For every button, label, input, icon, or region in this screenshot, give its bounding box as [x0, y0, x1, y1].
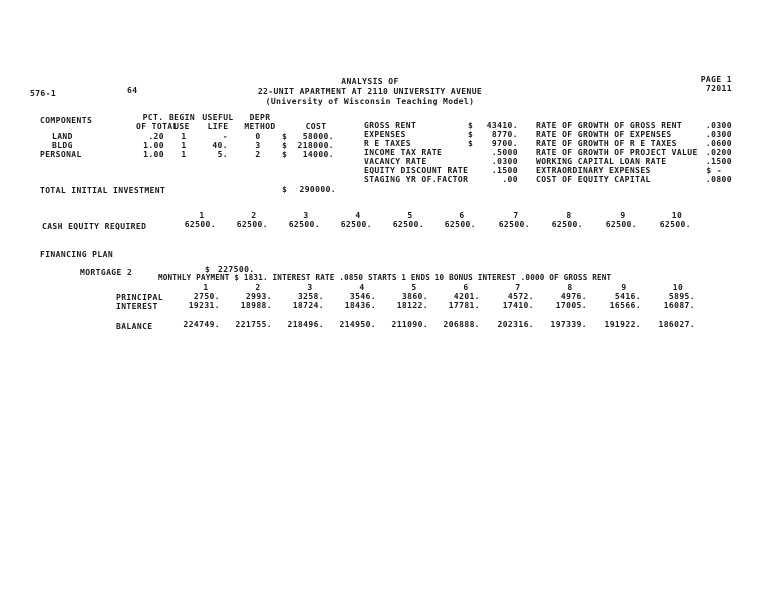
depr-header: DEPR [249, 113, 271, 122]
rate-label: RATE OF GROWTH OF GROSS RENT [536, 121, 683, 130]
rate-label: RATE OF GROWTH OF EXPENSES [536, 130, 672, 139]
currency-sign: $ [282, 132, 288, 141]
component-name: PERSONAL [40, 150, 82, 159]
interest-value: 16566. [609, 301, 641, 310]
currency-sign: $ [205, 265, 211, 274]
year-label: 1 [199, 211, 205, 220]
year-label: 6 [463, 283, 469, 292]
life-header: USEFUL [202, 113, 234, 122]
param-label: INCOME TAX RATE [364, 148, 443, 157]
report-source: (University of Wisconsin Teaching Model) [265, 97, 475, 106]
principal-value: 2993. [245, 292, 272, 301]
param-label: VACANCY RATE [364, 157, 427, 166]
cash-equity-value: 62500. [236, 220, 268, 229]
rate-label: COST OF EQUITY CAPITAL [536, 175, 651, 184]
component-method: 2 [255, 150, 261, 159]
component-begin: 1 [181, 141, 187, 150]
currency-sign: $ [282, 150, 288, 159]
financing-plan-title: FINANCING PLAN [40, 250, 114, 259]
interest-value: 18122. [396, 301, 428, 310]
report-subtitle: 22-UNIT APARTMENT AT 2110 UNIVERSITY AVENUE [257, 87, 483, 96]
component-life: 40. [212, 141, 228, 150]
balance-value: 206888. [443, 320, 480, 329]
rate-value: .0300 [705, 130, 732, 139]
currency-sign: $ [468, 139, 474, 148]
component-name: BLDG [52, 141, 73, 150]
year-label: 9 [621, 283, 627, 292]
balance-value: 218496. [287, 320, 324, 329]
rate-label: EXTRAORDINARY EXPENSES [536, 166, 651, 175]
year-label: 10 [672, 283, 684, 292]
year-label: 4 [355, 211, 361, 220]
component-cost: 14000. [302, 150, 334, 159]
year-label: 7 [515, 283, 521, 292]
component-begin: 1 [181, 150, 187, 159]
balance-value: 221755. [235, 320, 272, 329]
principal-value: 3546. [349, 292, 376, 301]
year-label: 8 [566, 211, 572, 220]
year-label: 7 [513, 211, 519, 220]
currency-sign: $ [468, 121, 474, 130]
interest-value: 17781. [448, 301, 480, 310]
balance-value: 202316. [497, 320, 534, 329]
component-pct: 1.00 [143, 150, 164, 159]
mortgage-label: MORTGAGE 2 [80, 268, 133, 277]
year-label: 5 [411, 283, 417, 292]
principal-value: 5416. [614, 292, 641, 301]
balance-value: 211090. [391, 320, 428, 329]
component-method: 0 [255, 132, 261, 141]
rate-value: .0800 [705, 175, 732, 184]
param-value: 9700. [491, 139, 518, 148]
year-label: 6 [459, 211, 465, 220]
component-life: 5. [217, 150, 228, 159]
param-value: .00 [502, 175, 518, 184]
param-label: STAGING YR OF.FACTOR [364, 175, 469, 184]
components-header: COMPONENTS [40, 116, 93, 125]
cost-header: COST [305, 122, 327, 131]
param-label: GROSS RENT [364, 121, 417, 130]
cash-equity-value: 62500. [392, 220, 424, 229]
interest-value: 18988. [240, 301, 272, 310]
year-label: 2 [255, 283, 261, 292]
interest-value: 18724. [292, 301, 324, 310]
component-method: 3 [255, 141, 261, 150]
year-label: 1 [203, 283, 209, 292]
principal-value: 4572. [507, 292, 534, 301]
param-value: .1500 [491, 166, 518, 175]
balance-value: 224749. [183, 320, 220, 329]
pct-header-2: OF TOTAL [136, 122, 178, 131]
interest-label: INTEREST [116, 302, 158, 311]
param-label: EXPENSES [364, 130, 406, 139]
rate-value: .0200 [705, 148, 732, 157]
component-begin: 1 [181, 132, 187, 141]
rate-label: RATE OF GROWTH OF PROJECT VALUE [536, 148, 698, 157]
principal-value: 4976. [560, 292, 587, 301]
year-label: 3 [303, 211, 309, 220]
cash-equity-value: 62500. [288, 220, 320, 229]
principal-value: 5895. [668, 292, 695, 301]
year-label: 4 [359, 283, 365, 292]
total-investment-value: 290000. [299, 185, 336, 194]
mortgage-terms: MONTHLY PAYMENT $ 1831. INTEREST RATE .0850 STARTS 1 ENDS 10 BONUS INTEREST .0000 OF GROSS RENT [158, 273, 612, 282]
mortgage-amount: 227500. [218, 265, 255, 274]
cash-equity-value: 62500. [551, 220, 583, 229]
life-header-2: LIFE [207, 122, 229, 131]
total-investment-label: TOTAL INITIAL INVESTMENT [40, 186, 166, 195]
rate-value: .1500 [705, 157, 732, 166]
principal-value: 4201. [453, 292, 480, 301]
interest-value: 17005. [555, 301, 587, 310]
interest-value: 18436. [344, 301, 376, 310]
interest-value: 16087. [663, 301, 695, 310]
year-label: 2 [251, 211, 257, 220]
component-cost: 218000. [297, 141, 334, 150]
cash-equity-value: 62500. [444, 220, 476, 229]
principal-value: 2750. [193, 292, 220, 301]
cash-equity-value: 62500. [184, 220, 216, 229]
component-name: LAND [52, 132, 73, 141]
principal-label: PRINCIPAL [116, 293, 163, 302]
rate-value: .0600 [705, 139, 732, 148]
year-label: 8 [567, 283, 573, 292]
param-value: .0300 [491, 157, 518, 166]
interest-value: 19231. [188, 301, 220, 310]
param-value: 8770. [491, 130, 518, 139]
currency-sign: $ [468, 130, 474, 139]
depr-header-2: METHOD [244, 122, 276, 131]
param-label: EQUITY DISCOUNT RATE [364, 166, 469, 175]
report-code: 576-1 [30, 89, 57, 98]
balance-value: 214950. [339, 320, 376, 329]
component-cost: 58000. [302, 132, 334, 141]
cash-equity-value: 62500. [498, 220, 530, 229]
year-label: 5 [407, 211, 413, 220]
component-pct: 1.00 [143, 141, 164, 150]
component-pct: .20 [148, 132, 164, 141]
currency-sign: $ [282, 185, 288, 194]
page-label: PAGE 1 [700, 75, 732, 84]
param-value: .5000 [491, 148, 518, 157]
cash-equity-label: CASH EQUITY REQUIRED [42, 222, 147, 231]
balance-value: 197339. [550, 320, 587, 329]
year-label: 3 [307, 283, 313, 292]
begin-header: BEGIN [168, 113, 196, 122]
cash-equity-value: 62500. [605, 220, 637, 229]
page-code: 72011 [705, 84, 732, 93]
rate-value: .0300 [705, 121, 732, 130]
param-label: R E TAXES [364, 139, 411, 148]
balance-label: BALANCE [116, 322, 153, 331]
principal-value: 3258. [297, 292, 324, 301]
year-label: 9 [620, 211, 626, 220]
balance-value: 186027. [658, 320, 695, 329]
rate-label: WORKING CAPITAL LOAN RATE [536, 157, 667, 166]
cash-equity-value: 62500. [340, 220, 372, 229]
report-title: ANALYSIS OF [341, 77, 399, 86]
rate-value: $ - [706, 166, 722, 175]
principal-value: 3860. [401, 292, 428, 301]
interest-value: 17410. [502, 301, 534, 310]
pct-header: PCT. [142, 113, 164, 122]
begin-header-2: USE [174, 122, 190, 131]
report-number: 64 [127, 86, 138, 95]
component-life: - [222, 132, 228, 141]
currency-sign: $ [282, 141, 288, 150]
rate-label: RATE OF GROWTH OF R E TAXES [536, 139, 677, 148]
cash-equity-value: 62500. [659, 220, 691, 229]
year-label: 10 [671, 211, 683, 220]
balance-value: 191922. [604, 320, 641, 329]
param-value: 43410. [486, 121, 518, 130]
